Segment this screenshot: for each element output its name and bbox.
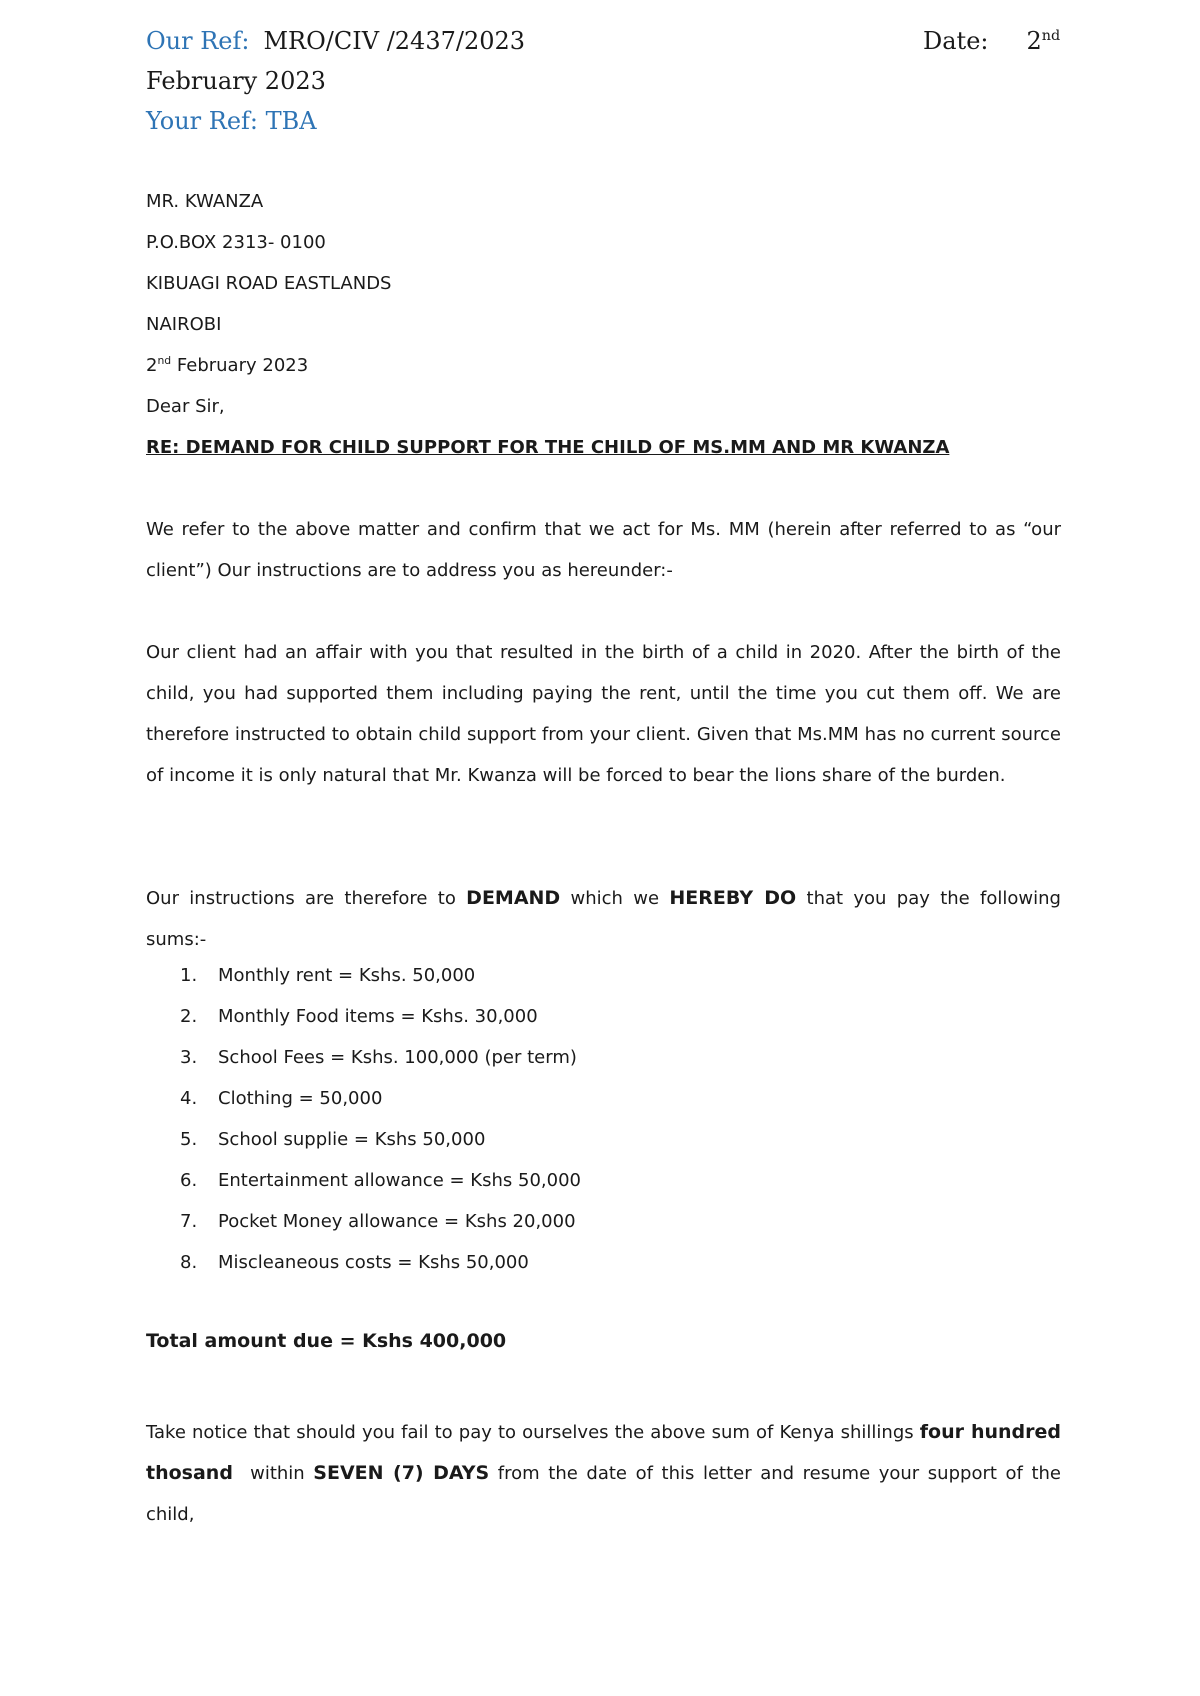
total-amount: Total amount due = Kshs 400,000: [146, 1330, 507, 1352]
your-ref-line: [146, 106, 317, 136]
letter-date: [146, 354, 308, 378]
list-item: [180, 1251, 581, 1292]
list-item-text: Monthly Food items = Kshs. 30,000: [218, 1006, 538, 1027]
list-item: [180, 1087, 581, 1128]
our-ref-value: MRO/CIV /2437/2023: [263, 27, 526, 55]
list-item-number: 1.: [180, 965, 198, 986]
demand-paragraph: [146, 878, 1061, 960]
date-day: 2: [1026, 27, 1042, 55]
date-suffix: nd: [1041, 28, 1061, 44]
list-item: [180, 1169, 581, 1210]
list-item-number: 8.: [180, 1252, 198, 1273]
date-block: [923, 26, 1060, 56]
background-paragraph: Our client had an affair with you that resulted in the birth of a child in 2020. After the birth of the child, you had supported them including paying the rent, until the time you cut them off. We are therefore instructed to obtain child support from your client. Given that Ms.MM has no current source of income it is only natural that Mr. Kwanza will be forced to bear the lions share of the burden.: [146, 642, 1061, 786]
list-item-text: Entertainment allowance = Kshs 50,000: [218, 1170, 581, 1191]
letter-date-day: 2: [146, 355, 158, 376]
recipient-city: NAIROBI: [146, 314, 222, 335]
recipient-street: KIBUAGI ROAD EASTLANDS: [146, 273, 392, 294]
our-ref-line: [146, 26, 525, 56]
list-item: [180, 964, 581, 1005]
notice-mid: within: [232, 1463, 314, 1484]
demand-post: that you pay the following sums:-: [146, 888, 1061, 950]
list-item: [180, 1046, 581, 1087]
date-label: Date:: [923, 27, 989, 55]
list-item-text: Miscleaneous costs = Kshs 50,000: [218, 1252, 529, 1273]
list-item: [180, 1005, 581, 1046]
list-item-text: School supplie = Kshs 50,000: [218, 1129, 486, 1150]
salutation: Dear Sir,: [146, 396, 225, 417]
list-item-number: 3.: [180, 1047, 198, 1068]
letter-date-rest: February 2023: [171, 355, 309, 376]
list-item-number: 7.: [180, 1211, 198, 1232]
your-ref-value: TBA: [265, 107, 317, 135]
recipient-name: MR. KWANZA: [146, 191, 264, 212]
notice-bold-days: SEVEN (7) DAYS: [313, 1462, 490, 1484]
demand-bold-hereby: HEREBY DO: [669, 887, 797, 909]
letter-date-suffix: nd: [157, 354, 172, 367]
our-ref-label: Our Ref:: [146, 27, 250, 55]
demand-pre: Our instructions are therefore to: [146, 888, 467, 909]
list-item-number: 5.: [180, 1129, 198, 1150]
recipient-box: P.O.BOX 2313- 0100: [146, 232, 326, 253]
notice-pre: Take notice that should you fail to pay to ourselves the above sum of Kenya shillings: [146, 1422, 920, 1443]
notice-post: from the date of this letter and resume your support of the child,: [146, 1463, 1061, 1525]
list-item: [180, 1128, 581, 1169]
list-item-number: 6.: [180, 1170, 198, 1191]
list-item: [180, 1210, 581, 1251]
list-item-text: Pocket Money allowance = Kshs 20,000: [218, 1211, 576, 1232]
list-item-number: 4.: [180, 1088, 198, 1109]
date-continued: February 2023: [146, 67, 326, 95]
subject-line: RE: DEMAND FOR CHILD SUPPORT FOR THE CHILD OF MS.MM AND MR KWANZA: [146, 437, 950, 458]
list-item-number: 2.: [180, 1006, 198, 1027]
intro-paragraph: We refer to the above matter and confirm that we act for Ms. MM (herein after referred to as “our client”) Our instructions are to address you as hereunder:-: [146, 519, 1061, 581]
your-ref-label: Your Ref:: [146, 107, 259, 135]
list-item-text: School Fees = Kshs. 100,000 (per term): [218, 1047, 577, 1068]
demand-mid: which we: [560, 888, 670, 909]
notice-paragraph: [146, 1412, 1061, 1535]
notice-bold-amount: four hundred thosand: [146, 1421, 1061, 1484]
sums-list: [180, 964, 581, 1292]
list-item-text: Monthly rent = Kshs. 50,000: [218, 965, 476, 986]
demand-bold-demand: DEMAND: [466, 887, 561, 909]
list-item-text: Clothing = 50,000: [218, 1088, 383, 1109]
